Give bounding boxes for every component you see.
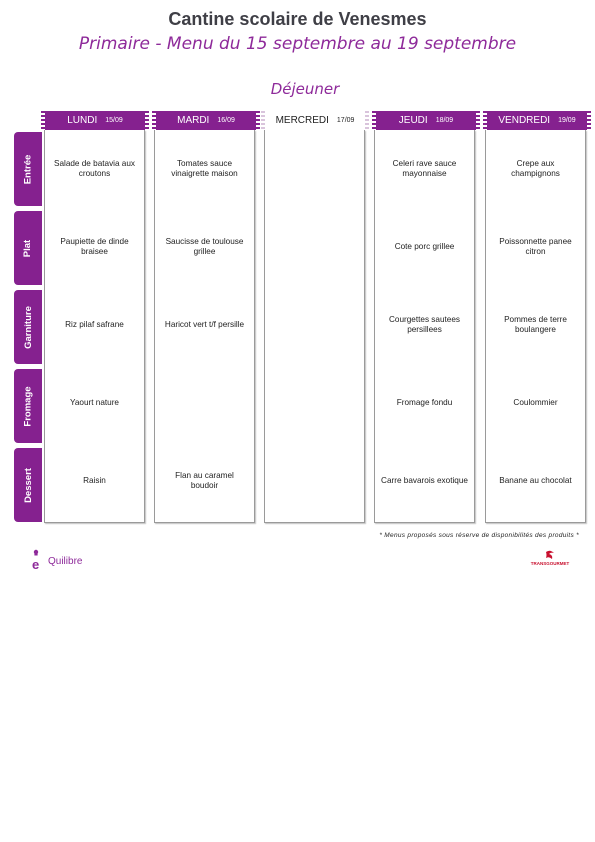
day-column-lundi [44, 130, 145, 523]
menu-cell-fromage: Fromage fondu [396, 398, 453, 407]
menu-cell-entree: Salade de batavia aux croutons [53, 159, 136, 178]
day-column-mardi [154, 130, 255, 523]
menu-cell-entree: Tomates sauce vinaigrette maison [171, 159, 238, 178]
day-date: 17/09 [336, 117, 355, 124]
menu-cell-garniture [265, 286, 364, 364]
day-header-lundi [45, 111, 145, 130]
menu-cell-entree [265, 130, 364, 208]
category-label: Fromage [22, 385, 34, 427]
menu-cell-fromage [265, 364, 364, 442]
menu-cell-dessert: Carre bavarois exotique [381, 476, 468, 485]
day-column-vendredi [485, 130, 586, 523]
equilibre-logo [32, 545, 82, 569]
meal-label: Déjeuner [270, 80, 340, 98]
day-name: MARDI [177, 115, 210, 126]
menu-cell-entree: Crepe aux champignons [511, 159, 560, 178]
day-header-vendredi [487, 111, 587, 130]
menu-cell-garniture: Haricot vert t/f persille [164, 320, 245, 329]
logo-right-text: TRANSGOURMET [530, 561, 570, 566]
svg-text:e: e [32, 557, 40, 571]
category-label: Entrée [22, 154, 34, 184]
day-column-mercredi [264, 130, 365, 523]
day-column-jeudi [374, 130, 475, 523]
chef-hat-icon [32, 549, 46, 569]
menu-cell-plat [265, 208, 364, 286]
day-header-mardi [156, 111, 256, 130]
page-title: Cantine scolaire de Venesmes [168, 9, 427, 29]
day-name: JEUDI [398, 115, 428, 126]
availability-footnote: * Menus proposés sous réserve de disponibilités des produits * [379, 532, 579, 539]
day-date: 16/09 [217, 117, 235, 124]
menu-cell-entree: Celeri rave sauce mayonnaise [392, 159, 457, 178]
menu-cell-dessert: Raisin [83, 476, 106, 485]
menu-cell-garniture: Pommes de terre boulangere [504, 315, 567, 334]
menu-cell-plat: Saucisse de toulouse grillee [165, 237, 244, 256]
day-name: VENDREDI [498, 115, 551, 126]
category-tab-fromage [14, 369, 42, 443]
menu-cell-fromage [155, 364, 254, 442]
day-date: 19/09 [558, 117, 576, 124]
menu-cell-plat: Poissonnette panee citron [499, 237, 572, 256]
category-tab-entree [14, 132, 42, 206]
category-tab-garniture [14, 290, 42, 364]
category-tab-plat [14, 211, 42, 285]
transgourmet-logo [528, 549, 572, 569]
day-header-jeudi [376, 111, 476, 130]
menu-cell-dessert: Flan au caramel boudoir [175, 471, 234, 490]
category-label: Dessert [22, 467, 34, 503]
day-name: MERCREDI [275, 115, 329, 126]
category-tab-dessert [14, 448, 42, 522]
day-date: 18/09 [435, 117, 454, 124]
category-label: Plat [22, 239, 34, 257]
category-label: Garniture [22, 305, 34, 349]
day-name: LUNDI [67, 115, 98, 126]
day-date: 15/09 [105, 117, 123, 124]
menu-cell-garniture: Riz pilaf safrane [65, 320, 124, 329]
logo-left-text: Quilibre [48, 556, 83, 567]
menu-cell-dessert: Banane au chocolat [499, 476, 572, 485]
menu-cell-dessert [265, 442, 364, 520]
menu-cell-plat: Paupiette de dinde braisee [60, 237, 129, 256]
page-subtitle: Primaire - Menu du 15 septembre au 19 septembre [78, 34, 517, 54]
menu-cell-plat: Cote porc grillee [394, 242, 455, 251]
menu-cell-garniture: Courgettes sautees persillees [388, 315, 460, 334]
day-header-mercredi [265, 111, 365, 130]
menu-cell-fromage: Yaourt nature [69, 398, 119, 407]
menu-cell-fromage: Coulommier [513, 398, 558, 407]
